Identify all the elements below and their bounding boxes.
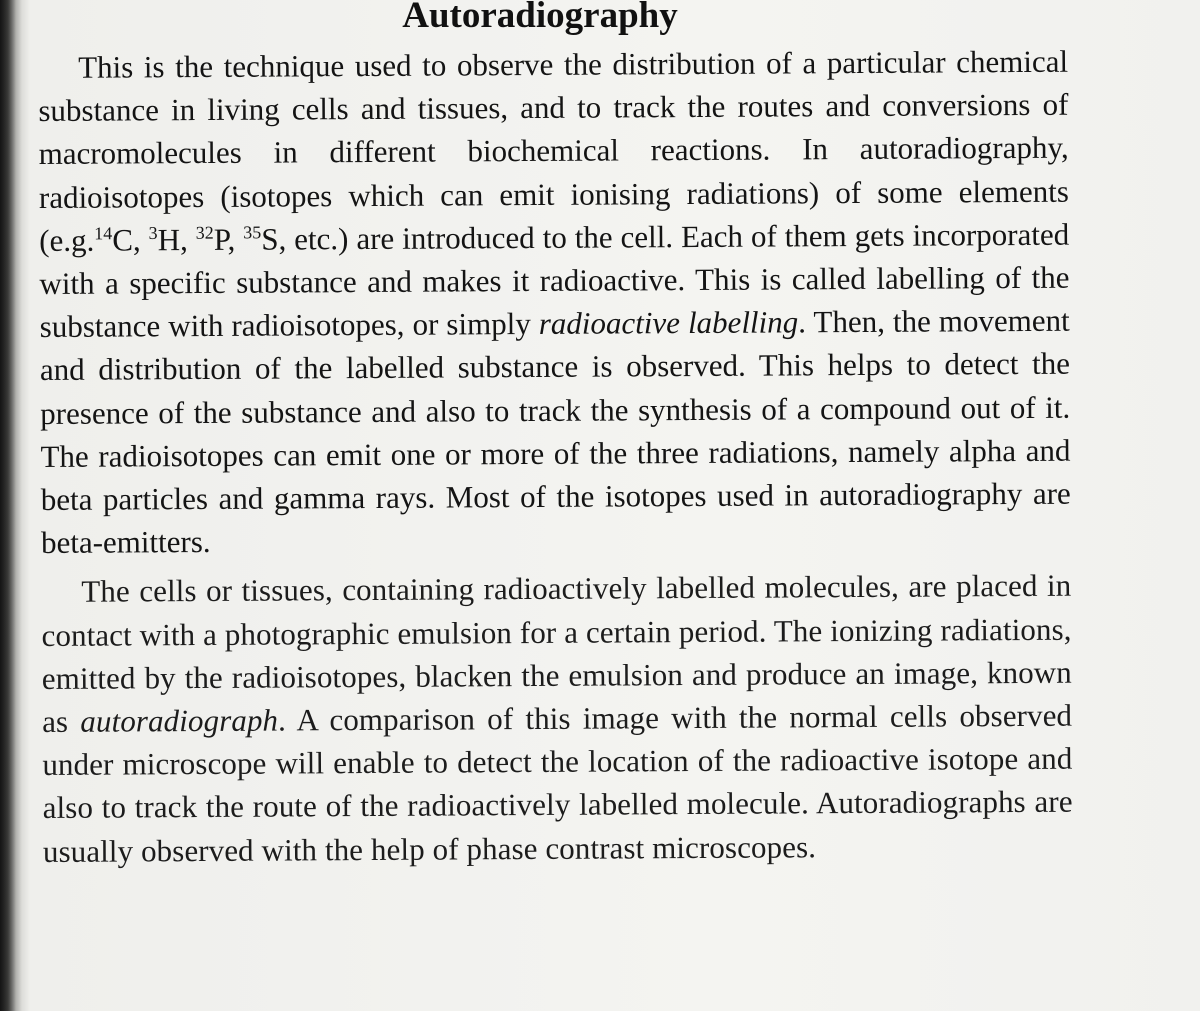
paragraph-1-text-5: S, etc.) are introduced to the cell. Each of them gets incorporated with a specific substance and makes it radioactive. This is called labelling of the substance with radioisotopes, or simply [39,216,1070,345]
page-binding-shadow [0,0,22,1011]
paragraph-2 [41,564,1073,873]
radioactive-labelling-term: radioactive labelling [538,304,799,342]
paragraph-1-text-3: H, [157,221,196,258]
body-text [38,40,1073,873]
sulfur-mass-number: 35 [243,222,262,243]
paragraph-2-text-1: The cells or tissues, containing radioactively labelled molecules, are placed in contact with a photographic emulsion for a certain period. The ionizing radiations, emitted by the radioisotopes, blacken the emulsion and produce an image, known as [41,568,1072,740]
paragraph-2-text-2: . A comparison of this image with the normal cells observed under microscope will enable to detect the location of the radioactive isotope and also to track the route of the radioactively labelled molecule. Autoradiographs are usually observed with the help of phase contrast microscopes. [42,697,1073,869]
paragraph-1-text-1: This is the technique used to observe the distribution of a particular chemical substance in living cells and tissues, and to track the routes and conversions of macromolecules in different biochemical reactions. In autoradiography, radioisotopes (isotopes which can emit ionising radiations) of some elements (e.g. [38,43,1070,258]
carbon-mass-number: 14 [94,223,113,244]
autoradiograph-term: autoradiograph [80,702,279,739]
hydrogen-mass-number: 3 [148,222,158,243]
paragraph-1 [38,40,1071,565]
page-title: Autoradiography [402,0,678,36]
paragraph-1-text-2: C, [112,222,149,258]
paragraph-1-text-6: . Then, the movement and distribution of the labelled substance is observed. This helps to detect the presence of the substance and also to track the synthesis of a compound out of it. The radioisotopes can emit one or more of the three radiations, namely alpha and beta particles and gamma rays. Most of the isotopes used in autoradiography are beta-emitters. [39,302,1071,561]
paragraph-1-text-4: P, [213,221,244,257]
phosphorus-mass-number: 32 [195,222,214,243]
